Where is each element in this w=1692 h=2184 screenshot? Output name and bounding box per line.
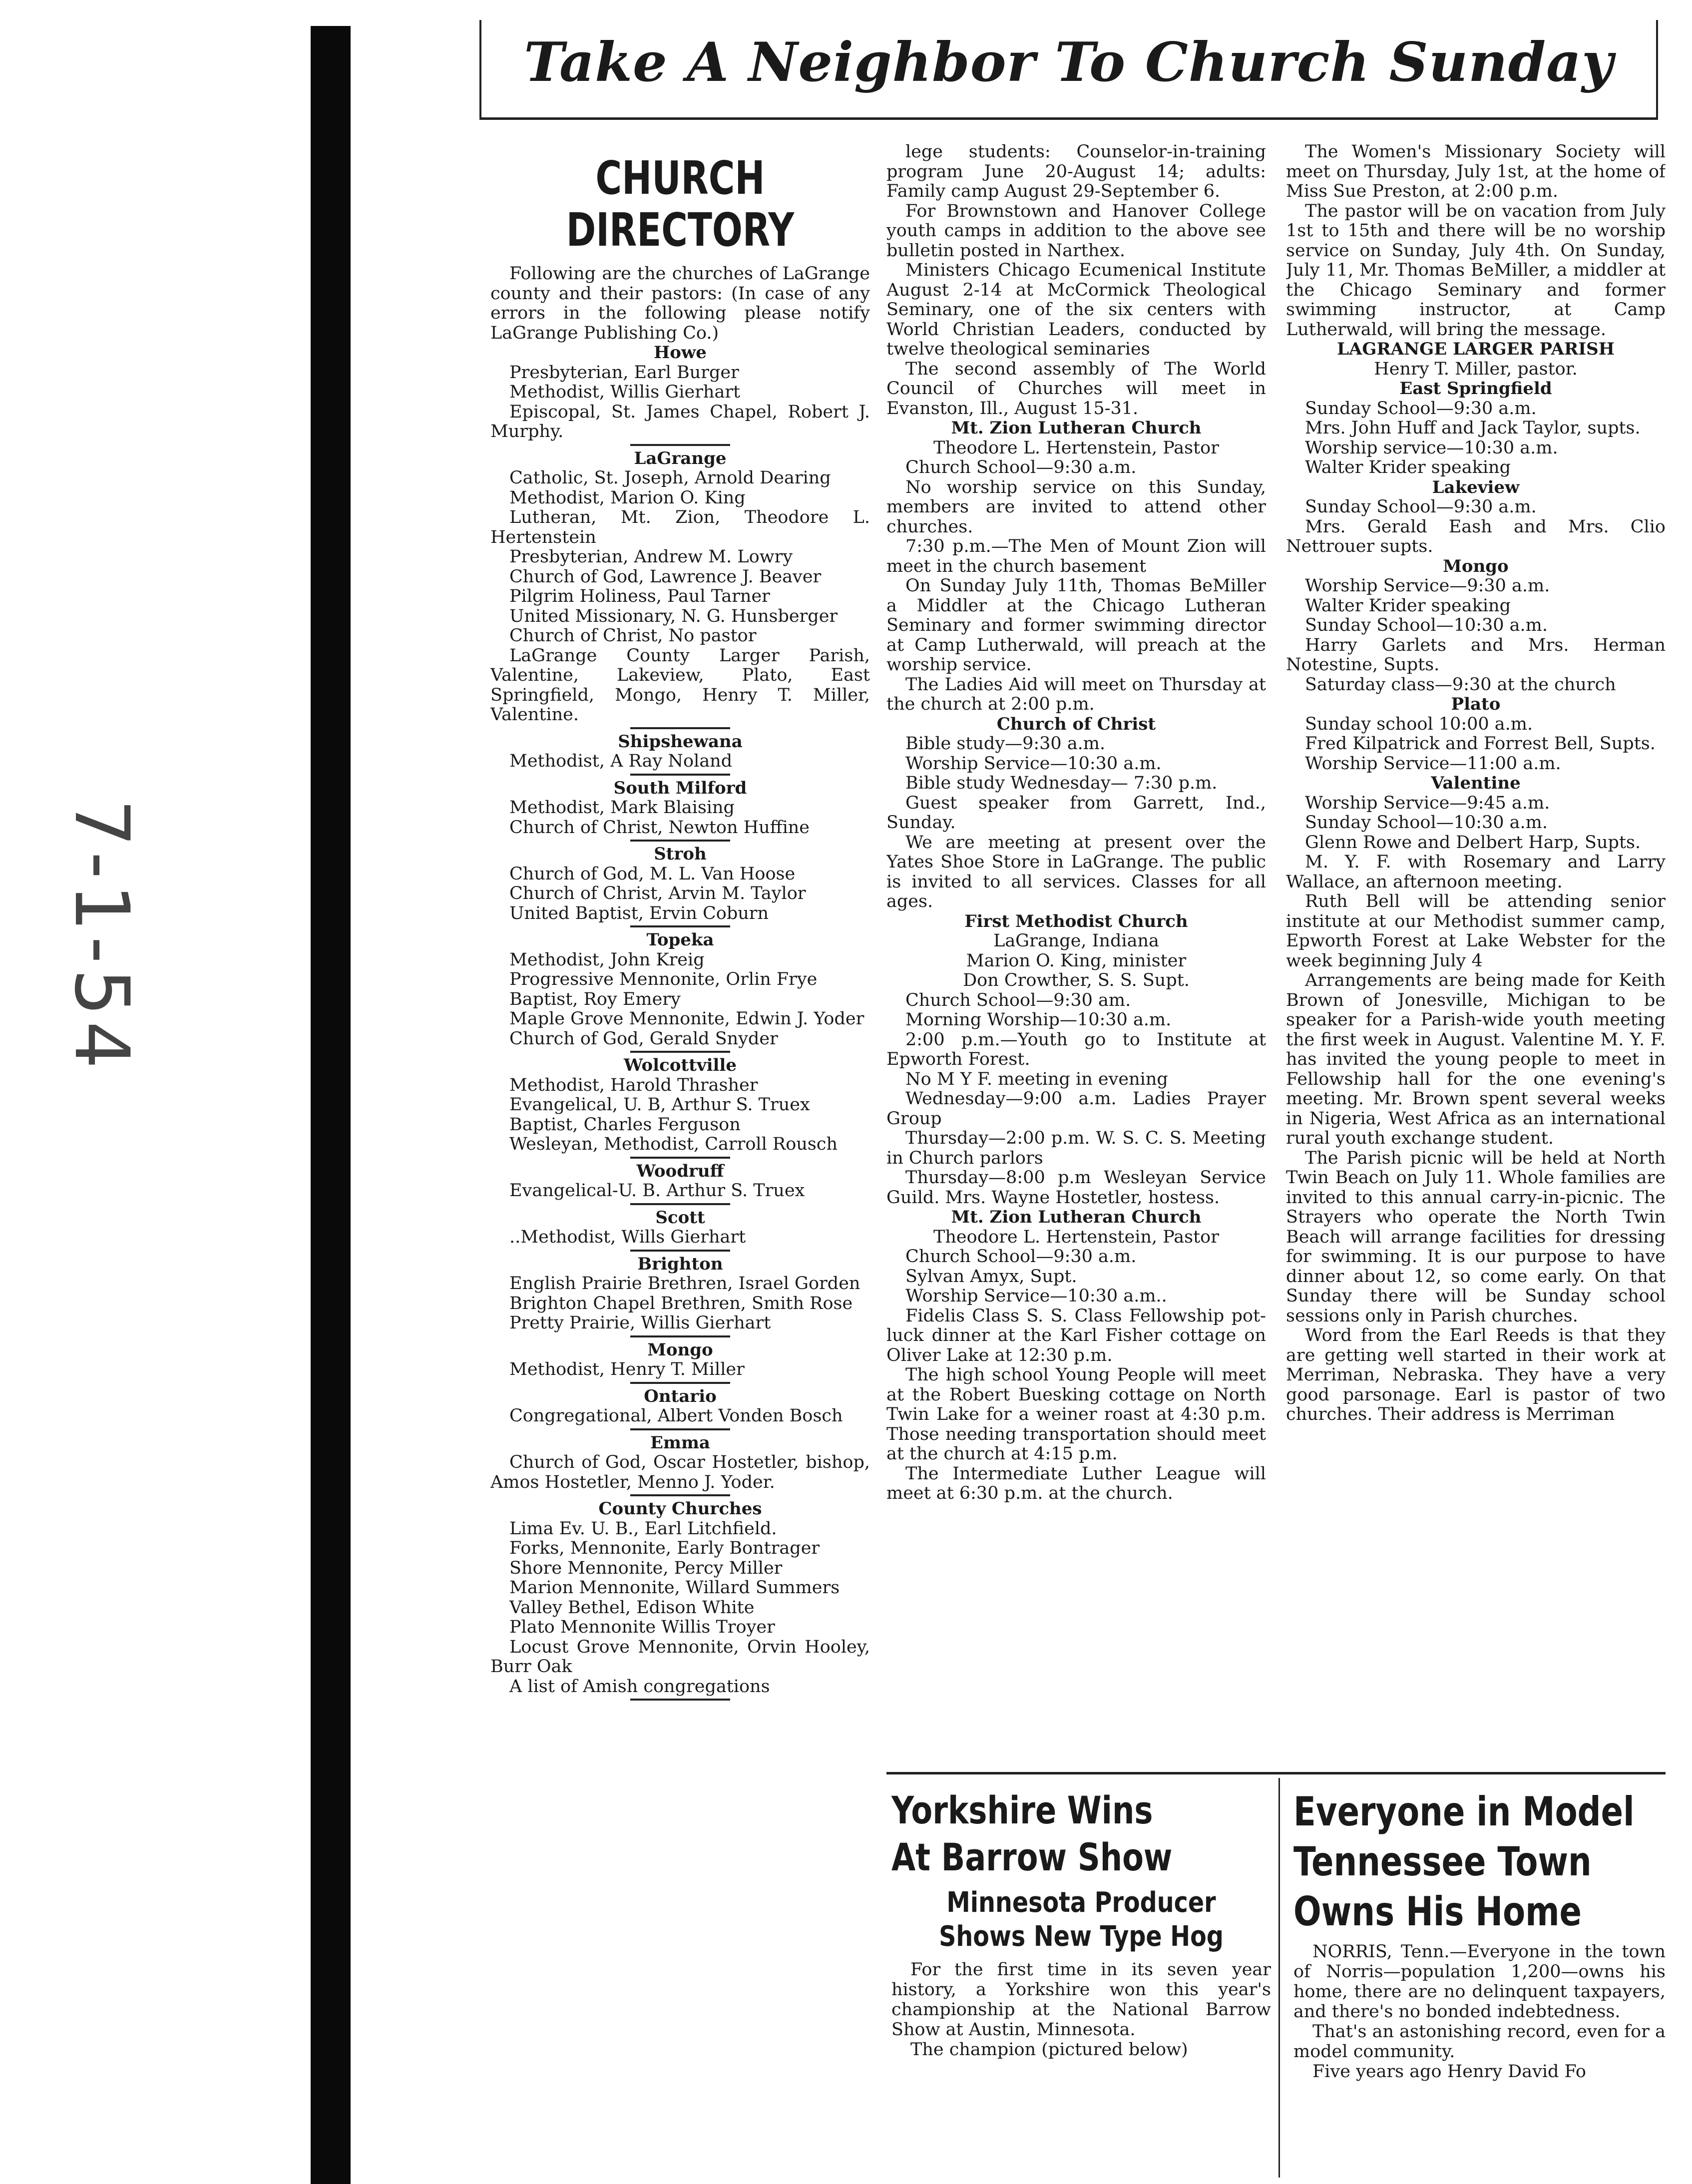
church-subline: Theodore L. Hertenstein, Pastor: [933, 437, 1219, 458]
story-body: [1293, 1942, 1666, 2082]
church-heading: Valentine: [1431, 773, 1521, 793]
news-paragraph: Mrs. John Huff and Jack Taylor, supts.: [1305, 418, 1641, 438]
directory-town-heading: Wolcottville: [624, 1055, 737, 1075]
schedule-line: Sylvan Amyx, Supt.: [905, 1266, 1077, 1287]
church-heading: East Springfield: [1399, 379, 1552, 399]
schedule-line: Sunday School—9:30 a.m.: [1305, 497, 1537, 517]
directory-entry: Methodist, Willis Gierhart: [509, 382, 741, 402]
church-heading: Mt. Zion Lutheran Church: [951, 1207, 1202, 1227]
news-paragraph: The Intermediate Luther League will meet at 6:30 p.m. at the church.: [886, 1463, 1266, 1503]
directory-entry: Catholic, St. Joseph, Arnold Dearing: [509, 468, 831, 488]
news-paragraph: On Sunday July 11th, Thomas BeMiller a Middler at the Chicago Lutheran Seminary and former swimming director at Camp Lutherwald, will preach at the worship service.: [886, 576, 1266, 675]
directory-entry: Shore Mennonite, Percy Miller: [509, 1558, 783, 1578]
norris-story: [1293, 1783, 1666, 2183]
church-subline: Henry T. Miller, pastor.: [1374, 359, 1578, 379]
directory-town-heading: Ontario: [644, 1386, 717, 1406]
directory-entry: Pilgrim Holiness, Paul Tarner: [509, 586, 770, 606]
directory-entry: Methodist, Marion O. King: [509, 487, 746, 508]
section-rule: [630, 444, 730, 446]
schedule-line: Bible study Wednesday— 7:30 p.m.: [905, 773, 1218, 793]
directory-entry: Church of God, Oscar Hostetler, bishop, Amos Hostetler, Menno J. Yoder.: [490, 1452, 870, 1492]
church-directory-column: [490, 142, 870, 2170]
directory-town-heading: Mongo: [647, 1339, 713, 1360]
directory-town-heading: South Milford: [613, 778, 747, 798]
directory-entry: Methodist, Mark Blaising: [509, 798, 735, 818]
church-heading: LAGRANGE LARGER PARISH: [1337, 339, 1615, 359]
story-paragraph: Five years ago Henry David Fo: [1312, 2062, 1587, 2082]
section-rule: [630, 774, 730, 776]
banner-title: Take A Neighbor To Church Sunday: [524, 31, 1614, 94]
directory-entry: ..Methodist, Wills Gierhart: [509, 1227, 746, 1247]
news-paragraph: No worship service on this Sunday, members are invited to attend other churches.: [886, 477, 1266, 537]
news-paragraph: The Women's Missionary Society will meet on Thursday, July 1st, at the home of Miss Sue Preston, at 2:00 p.m.: [1286, 142, 1666, 201]
schedule-line: Church School—9:30 a.m.: [905, 457, 1137, 477]
directory-entry: Wesleyan, Methodist, Carroll Rousch: [509, 1134, 838, 1154]
directory-entry: Progressive Mennonite, Orlin Frye: [509, 969, 818, 989]
news-paragraph: The pastor will be on vacation from July 1st to 15th and there will be no worship service on Sunday, July 4th. On Sunday, July 11, Mr. Thomas BeMiller, a middler at the Chicago Seminary and former swimming instructor, at Camp Lutherwald, will bring the message.: [1286, 201, 1666, 340]
directory-entry: United Baptist, Ervin Coburn: [509, 903, 769, 923]
directory-entry: Locust Grove Mennonite, Orvin Hooley, Burr Oak: [490, 1637, 870, 1677]
page-banner: [479, 20, 1658, 120]
schedule-line: Worship service—10:30 a.m.: [1305, 437, 1558, 458]
directory-entry: Presbyterian, Andrew M. Lowry: [509, 547, 793, 567]
schedule-line: Morning Worship—10:30 a.m.: [905, 1010, 1172, 1030]
schedule-line: Bible study—9:30 a.m.: [905, 734, 1106, 754]
schedule-line: Church School—9:30 a.m.: [905, 1247, 1137, 1267]
church-heading: Lakeview: [1432, 477, 1520, 497]
news-paragraph: Wednesday—9:00 a.m. Ladies Prayer Group: [886, 1089, 1266, 1129]
church-heading: First Methodist Church: [964, 911, 1188, 931]
story-headline: Yorkshire Wins At Barrow Show: [891, 1788, 1173, 1879]
church-subline: Don Crowther, S. S. Supt.: [963, 970, 1190, 990]
directory-entry: Evangelical-U. B. Arthur S. Truex: [509, 1181, 805, 1201]
schedule-line: Walter Krider speaking: [1305, 457, 1511, 477]
directory-entry: Church of God, M. L. Van Hoose: [509, 864, 796, 884]
news-paragraph: No M Y F. meeting in evening: [905, 1069, 1168, 1089]
schedule-line: Worship Service—10:30 a.m.: [905, 753, 1162, 774]
section-rule: [630, 1250, 730, 1252]
schedule-line: Church School—9:30 am.: [905, 990, 1131, 1010]
directory-entry: Forks, Mennonite, Early Bontrager: [509, 1538, 820, 1558]
scan-margin-bar: [311, 26, 351, 2184]
directory-entry: United Missionary, N. G. Hunsberger: [509, 606, 838, 626]
news-paragraph: The Parish picnic will be held at North Twin Beach on July 11. Whole families are invited to this annual carry-in-picnic. The Strayers who operate the North Twin Beach will arrange facilities for dressing for swimming. It is our purpose to have dinner about 12, so come early. On that Sunday there will be Sunday school sessions only in Parish churches.: [1286, 1148, 1666, 1326]
news-paragraph: 7:30 p.m.—The Men of Mount Zion will meet in the church basement: [886, 536, 1266, 576]
news-paragraph: Thursday—8:00 p.m Wesleyan Service Guild. Mrs. Wayne Hostetler, hostess.: [886, 1168, 1266, 1208]
schedule-line: Walter Krider speaking: [1305, 595, 1511, 616]
church-news-column-3: [1286, 142, 1666, 1760]
directory-entry: Episcopal, St. James Chapel, Robert J. Murphy.: [490, 402, 870, 441]
section-rule: [630, 925, 730, 927]
news-paragraph: Mrs. Gerald Eash and Mrs. Clio Nettrouer supts.: [1286, 516, 1666, 556]
directory-town-heading: County Churches: [598, 1499, 762, 1519]
story-paragraph: For the first time in its seven year history, a Yorkshire won this year's championship at the National Barrow Show at Austin, Minnesota.: [891, 1960, 1271, 2040]
schedule-line: Worship Service—9:30 a.m.: [1305, 576, 1550, 596]
directory-entry: Lutheran, Mt. Zion, Theodore L. Hertenstein: [490, 507, 870, 547]
news-paragraph: For Brownstown and Hanover College youth camps in addition to the above see bulletin posted in Narthex.: [886, 201, 1266, 261]
news-paragraph: lege students: Counselor-in-training program June 20-August 14; adults: Family camp August 29-September 6.: [886, 142, 1266, 201]
news-paragraph: Ruth Bell will be attending senior institute at our Methodist summer camp, Epworth Forest at Lake Webster for the week beginning July 4: [1286, 891, 1666, 971]
directory-town-heading: Scott: [655, 1207, 705, 1228]
directory-entry: Congregational, Albert Vonden Bosch: [509, 1406, 843, 1426]
directory-title: CHURCH DIRECTORY: [566, 151, 795, 257]
section-rule: [630, 1382, 730, 1384]
news-paragraph: Ministers Chicago Ecumenical Institute August 2-14 at McCormick Theological Seminary, one of the six centers with World Christian Leaders, conducted by twelve theological seminaries: [886, 260, 1266, 359]
yorkshire-story: [891, 1783, 1271, 2183]
directory-entry: Pretty Prairie, Willis Gierhart: [509, 1313, 771, 1333]
directory-town-heading: Emma: [650, 1432, 710, 1453]
news-paragraph: 2:00 p.m.—Youth go to Institute at Epworth Forest.: [886, 1029, 1266, 1069]
news-paragraph: Thursday—2:00 p.m. W. S. C. S. Meeting in Church parlors: [886, 1128, 1266, 1168]
schedule-line: Worship Service—9:45 a.m.: [1305, 793, 1550, 813]
directory-entry: A list of Amish congregations: [509, 1676, 770, 1697]
section-rule: [630, 1157, 730, 1159]
news-paragraph: Arrangements are being made for Keith Brown of Jonesville, Michigan to be speaker for a Parish-wide youth meeting the first week in August. Valentine M. Y. F. has invited the young people to meet in Fellowship hall for the one evening's meeting. Mr. Brown spent several weeks in Nigeria, West Africa as an international rural youth exchange student.: [1286, 970, 1666, 1148]
directory-entry: Church of Christ, No pastor: [509, 626, 757, 646]
directory-entry: Valley Bethel, Edison White: [509, 1597, 755, 1618]
story-paragraph: That's an astonishing record, even for a model community.: [1293, 2022, 1666, 2062]
section-rule: [630, 840, 730, 842]
news-paragraph: The Ladies Aid will meet on Thursday at the church at 2:00 p.m.: [886, 674, 1266, 714]
schedule-line: Sunday School—10:30 a.m.: [1305, 615, 1548, 635]
directory-entry: Methodist, John Kreig: [509, 949, 705, 970]
story-subheadline: Minnesota Producer Shows New Type Hog: [939, 1886, 1224, 1953]
schedule-line: Sunday school 10:00 a.m.: [1305, 714, 1533, 734]
news-paragraph: We are meeting at present over the Yates Shoe Store in LaGrange. The public is invited to all services. Classes for all ages.: [886, 832, 1266, 911]
church-heading: Plato: [1451, 694, 1501, 714]
section-rule: [630, 1428, 730, 1430]
directory-entry: Methodist, Henry T. Miller: [509, 1359, 745, 1379]
church-heading: Mongo: [1443, 556, 1509, 576]
section-rule: [630, 1051, 730, 1053]
news-paragraph: Guest speaker from Garrett, Ind., Sunday.: [886, 793, 1266, 833]
directory-entry: Maple Grove Mennonite, Edwin J. Yoder: [509, 1009, 864, 1029]
directory-entry: Presbyterian, Earl Burger: [509, 362, 739, 383]
church-subline: LaGrange, Indiana: [993, 931, 1159, 951]
directory-town-heading: Brighton: [637, 1254, 723, 1274]
news-paragraph: Harry Garlets and Mrs. Herman Notestine, Supts.: [1286, 635, 1666, 675]
directory-entry: Marion Mennonite, Willard Summers: [509, 1578, 840, 1598]
section-rule: [630, 1699, 730, 1701]
story-body: [891, 1960, 1271, 2060]
story-paragraph: NORRIS, Tenn.—Everyone in the town of Norris—population 1,200—owns his home, there are no delinquent taxpayers, and there's no bonded indebtedness.: [1293, 1942, 1666, 2022]
news-paragraph: Word from the Earl Reeds is that they are getting well started in their work at Merriman, Nebraska. They have a very good parsonage. Earl is pastor of two churches. Their address is Merriman: [1286, 1325, 1666, 1424]
directory-entry: Baptist, Roy Emery: [509, 989, 681, 1009]
directory-entry: Methodist, A Ray Noland: [509, 751, 733, 771]
directory-entry: Church of God, Lawrence J. Beaver: [509, 566, 822, 587]
handwritten-date: 7-1-54: [58, 799, 145, 1074]
directory-entry: Church of Christ, Newton Huffine: [509, 817, 810, 838]
section-rule: [630, 1494, 730, 1496]
directory-entry: Baptist, Charles Ferguson: [509, 1114, 741, 1135]
news-paragraph: The second assembly of The World Council of Churches will meet in Evanston, Ill., August 15-31.: [886, 359, 1266, 419]
directory-intro: Following are the churches of LaGrange county and their pastors: (In case of any errors in the following please notify LaGrange Publishing Co.): [490, 264, 870, 343]
news-paragraph: Fred Kilpatrick and Forrest Bell, Supts.: [1305, 734, 1656, 754]
church-news-column-2: [886, 142, 1266, 1790]
schedule-line: Worship Service—11:00 a.m.: [1305, 753, 1561, 774]
directory-entry: Plato Mennonite Willis Troyer: [509, 1617, 775, 1637]
directory-entry: Church of Christ, Arvin M. Taylor: [509, 883, 806, 903]
directory-town-heading: Woodruff: [636, 1161, 724, 1181]
directory-town-heading: Howe: [654, 343, 707, 363]
church-subline: Marion O. King, minister: [966, 950, 1187, 971]
section-divider: [886, 1772, 1666, 1774]
directory-sections: [490, 343, 870, 1701]
directory-entry: Evangelical, U. B, Arthur S. Truex: [509, 1095, 810, 1115]
church-heading: Mt. Zion Lutheran Church: [951, 418, 1202, 438]
church-subline: Theodore L. Hertenstein, Pastor: [933, 1227, 1219, 1247]
news-paragraph: M. Y. F. with Rosemary and Larry Wallace, an afternoon meeting.: [1286, 852, 1666, 892]
directory-entry: Church of God, Gerald Snyder: [509, 1028, 778, 1049]
directory-town-heading: Shipshewana: [618, 731, 743, 752]
directory-entry: Methodist, Harold Thrasher: [509, 1075, 758, 1095]
news-paragraph: Saturday class—9:30 at the church: [1305, 674, 1616, 695]
story-paragraph: The champion (pictured below): [910, 2040, 1188, 2060]
news-paragraph: The high school Young People will meet at the Robert Buesking cottage on North Twin Lake for a weiner roast at 4:30 p.m. Those needing transportation should meet at the church at 4:15 p.m.: [886, 1365, 1266, 1464]
section-rule: [630, 1335, 730, 1337]
directory-town-heading: LaGrange: [634, 448, 727, 468]
section-rule: [630, 1203, 730, 1205]
story-headline: Everyone in Model Tennessee Town Owns His Home: [1293, 1788, 1635, 1935]
directory-town-heading: Stroh: [654, 844, 707, 864]
directory-entry: LaGrange County Larger Parish, Valentine, Lakeview, Plato, East Springfield, Mongo, Henry T. Miller, Valentine.: [490, 645, 870, 725]
column-divider: [1278, 1778, 1280, 2178]
schedule-line: Sunday School—10:30 a.m.: [1305, 813, 1548, 833]
directory-entry: Brighton Chapel Brethren, Smith Rose: [509, 1293, 853, 1313]
news-paragraph: Fidelis Class S. S. Class Fellowship pot-luck dinner at the Karl Fisher cottage on Oliver Lake at 12:30 p.m.: [886, 1306, 1266, 1365]
directory-entry: English Prairie Brethren, Israel Gorden: [509, 1274, 860, 1294]
schedule-line: Worship Service—10:30 a.m..: [905, 1286, 1167, 1306]
church-heading: Church of Christ: [996, 714, 1156, 734]
directory-town-heading: Topeka: [646, 930, 714, 950]
section-rule: [630, 727, 730, 729]
directory-entry: Lima Ev. U. B., Earl Litchfield.: [509, 1518, 777, 1539]
schedule-line: Sunday School—9:30 a.m.: [1305, 398, 1537, 419]
news-paragraph: Glenn Rowe and Delbert Harp, Supts.: [1305, 832, 1641, 853]
